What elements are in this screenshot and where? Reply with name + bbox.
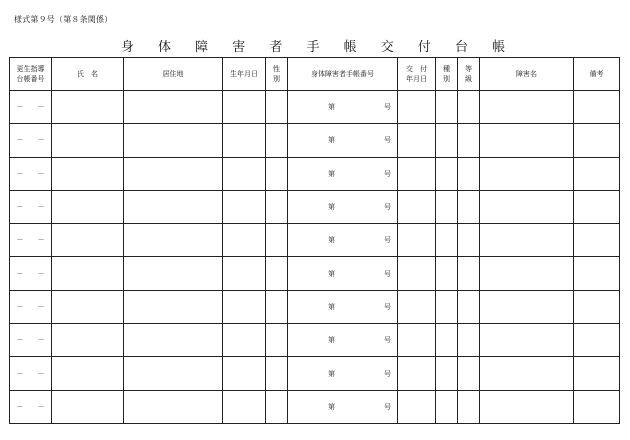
number-suffix: 号 (384, 136, 391, 145)
cell-sex (266, 157, 288, 190)
cell-address (124, 357, 223, 390)
cell-issue-date (398, 257, 436, 290)
header-birth-date: 生年月日 (223, 58, 266, 91)
cell-sex (266, 290, 288, 323)
cell-guidance-number (10, 257, 52, 290)
cell-disability-name (480, 224, 574, 257)
cell-category (436, 357, 458, 390)
cell-grade (458, 91, 480, 124)
number-suffix: 号 (384, 236, 391, 245)
cell-birth-date (223, 357, 266, 390)
cell-remarks (574, 390, 620, 423)
number-prefix: 第 (328, 402, 335, 411)
cell-birth-date (223, 157, 266, 190)
cell-remarks (574, 190, 620, 223)
cell-certificate-number (288, 190, 398, 223)
cell-birth-date (223, 224, 266, 257)
cell-sex (266, 124, 288, 157)
cell-certificate-number (288, 124, 398, 157)
cell-address (124, 324, 223, 357)
cell-disability-name (480, 91, 574, 124)
cell-guidance-number (10, 290, 52, 323)
cell-disability-name (480, 357, 574, 390)
cell-disability-name (480, 257, 574, 290)
guidance-number-dashes: － － (16, 136, 45, 145)
table-row (10, 390, 620, 423)
number-suffix: 号 (384, 336, 391, 345)
cell-grade (458, 290, 480, 323)
cell-category (436, 290, 458, 323)
guidance-number-dashes: － － (16, 103, 45, 112)
cell-certificate-number (288, 157, 398, 190)
cell-remarks (574, 124, 620, 157)
cell-name (52, 357, 124, 390)
cell-remarks (574, 290, 620, 323)
cell-address (124, 257, 223, 290)
cell-grade (458, 324, 480, 357)
cell-guidance-number (10, 190, 52, 223)
cell-name (52, 224, 124, 257)
cell-name (52, 324, 124, 357)
header-remarks: 備考 (574, 58, 620, 91)
number-suffix: 号 (384, 369, 391, 378)
header-grade (458, 58, 480, 91)
cell-grade (458, 224, 480, 257)
cell-name (52, 190, 124, 223)
cell-category (436, 91, 458, 124)
guidance-number-dashes: － － (16, 203, 45, 212)
header-issue-date (398, 58, 436, 91)
cell-issue-date (398, 124, 436, 157)
table-row (10, 91, 620, 124)
cell-birth-date (223, 124, 266, 157)
number-prefix: 第 (328, 302, 335, 311)
cell-name (52, 91, 124, 124)
header-certificate-number: 身体障害者手帳番号 (288, 58, 398, 91)
cell-category (436, 324, 458, 357)
ledger-body (10, 91, 620, 424)
cell-category (436, 157, 458, 190)
guidance-number-dashes: － － (16, 236, 45, 245)
number-suffix: 号 (384, 169, 391, 178)
cell-name (52, 124, 124, 157)
cell-grade (458, 157, 480, 190)
table-row (10, 324, 620, 357)
cell-certificate-number (288, 390, 398, 423)
cell-address (124, 390, 223, 423)
header-category-line1: 種 (443, 65, 450, 73)
cell-issue-date (398, 324, 436, 357)
number-suffix: 号 (384, 203, 391, 212)
cell-remarks (574, 257, 620, 290)
cell-birth-date (223, 324, 266, 357)
cell-issue-date (398, 157, 436, 190)
table-row (10, 357, 620, 390)
cell-certificate-number (288, 224, 398, 257)
cell-guidance-number (10, 390, 52, 423)
cell-issue-date (398, 91, 436, 124)
cell-disability-name (480, 124, 574, 157)
cell-birth-date (223, 190, 266, 223)
cell-address (124, 124, 223, 157)
guidance-number-dashes: － － (16, 302, 45, 311)
cell-address (124, 157, 223, 190)
cell-remarks (574, 357, 620, 390)
cell-category (436, 390, 458, 423)
header-sex-line1: 性 (273, 65, 280, 73)
cell-grade (458, 390, 480, 423)
guidance-number-dashes: － － (16, 402, 45, 411)
cell-address (124, 91, 223, 124)
number-prefix: 第 (328, 203, 335, 212)
guidance-number-dashes: － － (16, 336, 45, 345)
number-suffix: 号 (384, 103, 391, 112)
cell-sex (266, 190, 288, 223)
header-issue-date-line2: 年月日 (406, 75, 427, 83)
header-grade-line2: 級 (465, 75, 472, 83)
number-prefix: 第 (328, 269, 335, 278)
cell-grade (458, 257, 480, 290)
guidance-number-dashes: － － (16, 169, 45, 178)
table-row (10, 190, 620, 223)
cell-remarks (574, 91, 620, 124)
cell-guidance-number (10, 157, 52, 190)
cell-disability-name (480, 157, 574, 190)
cell-name (52, 390, 124, 423)
header-category (436, 58, 458, 91)
cell-grade (458, 190, 480, 223)
page-title: 身 体 障 害 者 手 帳 交 付 台 帳 (120, 40, 516, 55)
number-prefix: 第 (328, 136, 335, 145)
cell-certificate-number (288, 91, 398, 124)
cell-certificate-number (288, 257, 398, 290)
number-prefix: 第 (328, 169, 335, 178)
cell-guidance-number (10, 357, 52, 390)
ledger-table (9, 57, 620, 424)
cell-address (124, 290, 223, 323)
cell-guidance-number (10, 124, 52, 157)
cell-guidance-number (10, 324, 52, 357)
guidance-number-dashes: － － (16, 369, 45, 378)
cell-issue-date (398, 357, 436, 390)
cell-category (436, 224, 458, 257)
header-guidance-number-line1: 更生指導 (16, 65, 45, 73)
cell-name (52, 257, 124, 290)
header-guidance-number (10, 58, 52, 91)
cell-remarks (574, 157, 620, 190)
cell-issue-date (398, 390, 436, 423)
cell-grade (458, 124, 480, 157)
table-row (10, 124, 620, 157)
cell-sex (266, 390, 288, 423)
header-name: 氏 名 (52, 58, 124, 91)
table-row (10, 290, 620, 323)
cell-category (436, 257, 458, 290)
table-row (10, 257, 620, 290)
cell-birth-date (223, 91, 266, 124)
cell-sex (266, 224, 288, 257)
cell-disability-name (480, 390, 574, 423)
header-sex (266, 58, 288, 91)
cell-disability-name (480, 324, 574, 357)
number-suffix: 号 (384, 402, 391, 411)
cell-remarks (574, 224, 620, 257)
cell-birth-date (223, 390, 266, 423)
header-address: 居住地 (124, 58, 223, 91)
cell-guidance-number (10, 224, 52, 257)
cell-remarks (574, 324, 620, 357)
cell-category (436, 124, 458, 157)
cell-issue-date (398, 190, 436, 223)
cell-sex (266, 257, 288, 290)
number-prefix: 第 (328, 103, 335, 112)
table-row (10, 224, 620, 257)
cell-disability-name (480, 290, 574, 323)
number-prefix: 第 (328, 336, 335, 345)
cell-name (52, 157, 124, 190)
cell-name (52, 290, 124, 323)
cell-address (124, 190, 223, 223)
cell-grade (458, 357, 480, 390)
cell-birth-date (223, 290, 266, 323)
cell-sex (266, 357, 288, 390)
number-suffix: 号 (384, 269, 391, 278)
cell-certificate-number (288, 357, 398, 390)
header-grade-line1: 等 (465, 65, 472, 73)
cell-issue-date (398, 224, 436, 257)
cell-category (436, 190, 458, 223)
form-label: 様式第９号（第８条関係） (14, 15, 113, 24)
cell-certificate-number (288, 324, 398, 357)
header-issue-date-line1: 交 付 (406, 65, 427, 73)
number-suffix: 号 (384, 302, 391, 311)
number-prefix: 第 (328, 369, 335, 378)
cell-disability-name (480, 190, 574, 223)
header-sex-line2: 別 (273, 75, 280, 83)
cell-sex (266, 324, 288, 357)
header-disability-name: 障害名 (480, 58, 574, 91)
cell-birth-date (223, 257, 266, 290)
cell-guidance-number (10, 91, 52, 124)
header-category-line2: 別 (443, 75, 450, 83)
table-row (10, 157, 620, 190)
cell-address (124, 224, 223, 257)
cell-sex (266, 91, 288, 124)
cell-issue-date (398, 290, 436, 323)
header-guidance-number-line2: 台帳番号 (16, 75, 45, 83)
header-row (10, 58, 620, 91)
cell-certificate-number (288, 290, 398, 323)
number-prefix: 第 (328, 236, 335, 245)
guidance-number-dashes: － － (16, 269, 45, 278)
